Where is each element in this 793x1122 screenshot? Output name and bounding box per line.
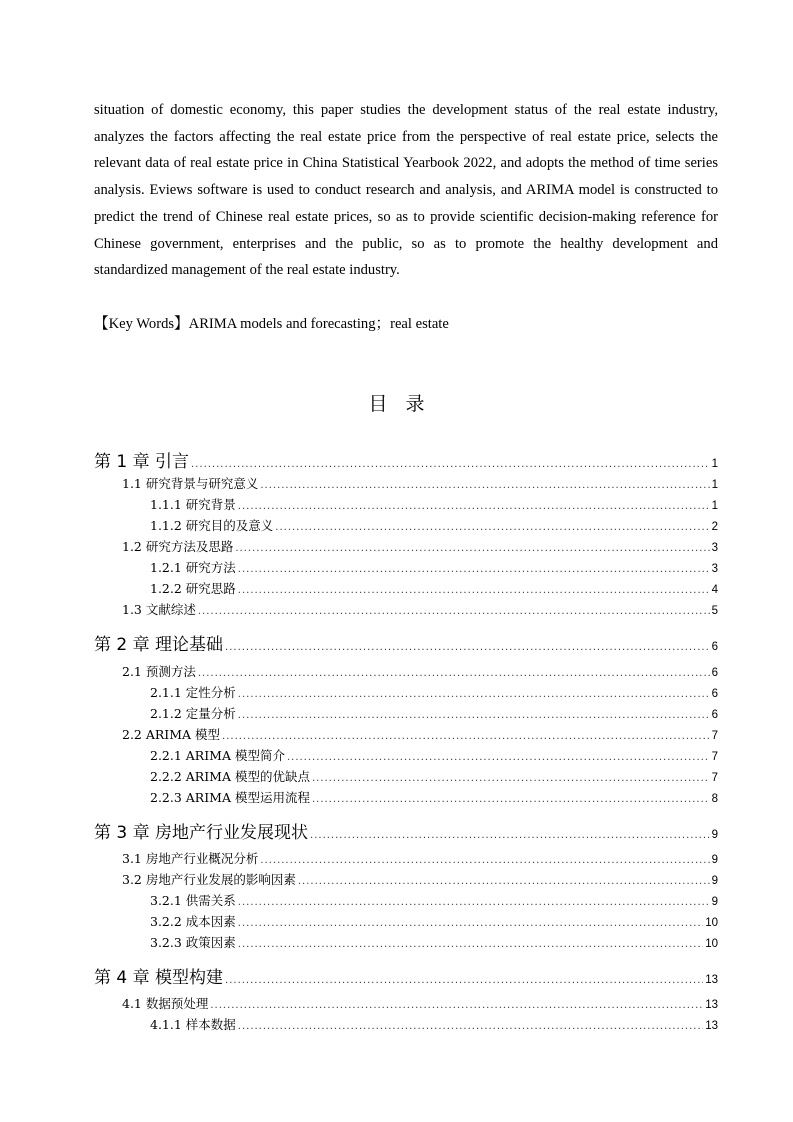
- toc-dot-leader: [225, 635, 710, 655]
- toc-dot-leader: [238, 914, 703, 929]
- toc-dot-leader: [238, 1017, 703, 1032]
- toc-dot-leader: [198, 602, 710, 617]
- toc-chapter-entry[interactable]: [94, 818, 718, 844]
- toc-dot-leader: [235, 539, 709, 554]
- toc-dot-leader: [222, 727, 710, 742]
- toc-page-number: 1: [711, 479, 718, 491]
- toc-subsection-entry[interactable]: [150, 495, 718, 514]
- toc-entry-label: 3.2.3 政策因素: [150, 935, 236, 950]
- toc-page-number: 4: [711, 584, 718, 596]
- toc-page-number: 10: [705, 938, 718, 950]
- toc-page-number: 3: [711, 563, 718, 575]
- toc-page-number: 2: [711, 521, 718, 533]
- toc-dot-leader: [238, 893, 710, 908]
- toc-page-number: 9: [711, 875, 718, 887]
- toc-entry-label: 4.1 数据预处理: [122, 996, 209, 1011]
- toc-entry-label: 1.1.1 研究背景: [150, 497, 236, 512]
- toc-page-number: 5: [711, 605, 718, 617]
- toc-subsection-entry[interactable]: [150, 516, 718, 535]
- toc-page-number: 10: [705, 917, 718, 929]
- toc-page-number: 8: [711, 793, 718, 805]
- toc-entry-label: 3.1 房地产行业概况分析: [122, 851, 259, 866]
- toc-subsection-entry[interactable]: [150, 558, 718, 577]
- toc-chapter-entry[interactable]: [94, 447, 718, 473]
- toc-page-number: 9: [711, 896, 718, 908]
- toc-page-number: 6: [711, 667, 718, 679]
- toc-subsection-entry[interactable]: [150, 912, 718, 931]
- toc-section-entry[interactable]: [122, 849, 718, 868]
- toc-dot-leader: [287, 748, 710, 763]
- toc-entry-label: 1.1.2 研究目的及意义: [150, 518, 274, 533]
- toc-section-entry[interactable]: [122, 662, 718, 681]
- keywords-open-bracket: 【: [94, 316, 109, 332]
- toc-entry-label: 2.2.3 ARIMA 模型运用流程: [150, 790, 310, 805]
- toc-dot-leader: [238, 497, 710, 512]
- toc-subsection-entry[interactable]: [150, 767, 718, 786]
- toc-entry-label: 1.3 文献综述: [122, 602, 196, 617]
- toc-entry-label: 3.2 房地产行业发展的影响因素: [122, 872, 296, 887]
- toc-page-number: 7: [711, 730, 718, 742]
- toc-dot-leader: [312, 790, 710, 805]
- toc-title: 目录: [368, 393, 443, 415]
- toc-page-number: 13: [705, 999, 718, 1011]
- toc-dot-leader: [191, 452, 710, 472]
- toc-page-number: 6: [711, 709, 718, 721]
- toc-entry-label: 3.2.2 成本因素: [150, 914, 236, 929]
- toc-subsection-entry[interactable]: [150, 933, 718, 952]
- toc-section-entry[interactable]: [122, 994, 718, 1013]
- toc-section-entry[interactable]: [122, 474, 718, 493]
- toc-page-number: 7: [711, 751, 718, 763]
- toc-dot-leader: [238, 685, 710, 700]
- toc-chapter-entry[interactable]: [94, 963, 718, 989]
- toc-entry-label: 3.2.1 供需关系: [150, 893, 236, 908]
- toc-page-number: 9: [711, 829, 718, 841]
- toc-subsection-entry[interactable]: [150, 683, 718, 702]
- toc-dot-leader: [238, 581, 710, 596]
- toc-subsection-entry[interactable]: [150, 1015, 718, 1034]
- toc-dot-leader: [210, 996, 703, 1011]
- toc-section-entry[interactable]: [122, 537, 718, 556]
- toc-entry-label: 1.2.1 研究方法: [150, 560, 236, 575]
- toc-page-number: 13: [705, 974, 718, 986]
- toc-page-number: 9: [711, 854, 718, 866]
- toc-page-number: 1: [711, 500, 718, 512]
- toc-chapter-entry[interactable]: [94, 630, 718, 656]
- keywords-line: [94, 313, 449, 335]
- toc-subsection-entry[interactable]: [150, 788, 718, 807]
- toc-dot-leader: [260, 476, 709, 491]
- keywords-label: Key Words: [108, 316, 175, 332]
- toc-entry-label: 2.1.1 定性分析: [150, 685, 236, 700]
- abstract-paragraph: situation of domestic economy, this paper studies the development status of the real estate industry, analyzes the factors affecting the real estate price from the perspective of real estate price, selects the relevant data of real estate price in China Statistical Yearbook 2022, and adopts the method of time series analysis. Eviews software is used to conduct research and analysis, and ARIMA model is constructed to predict the trend of Chinese real estate prices, so as to provide scientific decision-making reference for Chinese government, enterprises and the public, so as to promote the healthy development and standardized management of the real estate industry.: [94, 102, 718, 279]
- toc-subsection-entry[interactable]: [150, 746, 718, 765]
- toc-subsection-entry[interactable]: [150, 891, 718, 910]
- toc-entry-label: 4.1.1 样本数据: [150, 1017, 236, 1032]
- toc-entry-label: 1.2.2 研究思路: [150, 581, 236, 596]
- toc-dot-leader: [238, 706, 710, 721]
- toc-section-entry[interactable]: [122, 870, 718, 889]
- toc-section-entry[interactable]: [122, 600, 718, 619]
- toc-entry-label: 2.1.2 定量分析: [150, 706, 236, 721]
- toc-page-number: 7: [711, 772, 718, 784]
- toc-dot-leader: [312, 769, 710, 784]
- toc-dot-leader: [225, 968, 703, 988]
- toc-entry-label: 第 2 章 理论基础: [94, 635, 224, 655]
- toc-page-number: 6: [711, 688, 718, 700]
- toc-entry-label: 第 1 章 引言: [94, 452, 190, 472]
- toc-page-number: 3: [711, 542, 718, 554]
- keywords-close-bracket: 】: [174, 316, 189, 332]
- toc-dot-leader: [238, 935, 703, 950]
- toc-dot-leader: [298, 872, 710, 887]
- toc-page-number: 1: [711, 458, 718, 470]
- toc-entry-label: 2.2 ARIMA 模型: [122, 727, 221, 742]
- toc-entry-label: 第 4 章 模型构建: [94, 968, 224, 988]
- toc-section-entry[interactable]: [122, 725, 718, 744]
- toc-entry-label: 1.1 研究背景与研究意义: [122, 476, 259, 491]
- toc-dot-leader: [260, 851, 709, 866]
- toc-dot-leader: [238, 560, 710, 575]
- toc-dot-leader: [275, 518, 709, 533]
- toc-page-number: 13: [705, 1020, 718, 1032]
- toc-entry-label: 2.2.2 ARIMA 模型的优缺点: [150, 769, 310, 784]
- toc-subsection-entry[interactable]: [150, 704, 718, 723]
- toc-dot-leader: [310, 823, 710, 843]
- toc-page-number: 6: [711, 641, 718, 653]
- toc-entry-label: 第 3 章 房地产行业发展现状: [94, 823, 309, 843]
- toc-entry-label: 1.2 研究方法及思路: [122, 539, 234, 554]
- toc-entry-label: 2.1 预测方法: [122, 664, 196, 679]
- toc-entry-label: 2.2.1 ARIMA 模型简介: [150, 748, 285, 763]
- toc-subsection-entry[interactable]: [150, 579, 718, 598]
- toc-dot-leader: [198, 664, 710, 679]
- keywords-value: ARIMA models and forecasting；real estate: [188, 316, 449, 332]
